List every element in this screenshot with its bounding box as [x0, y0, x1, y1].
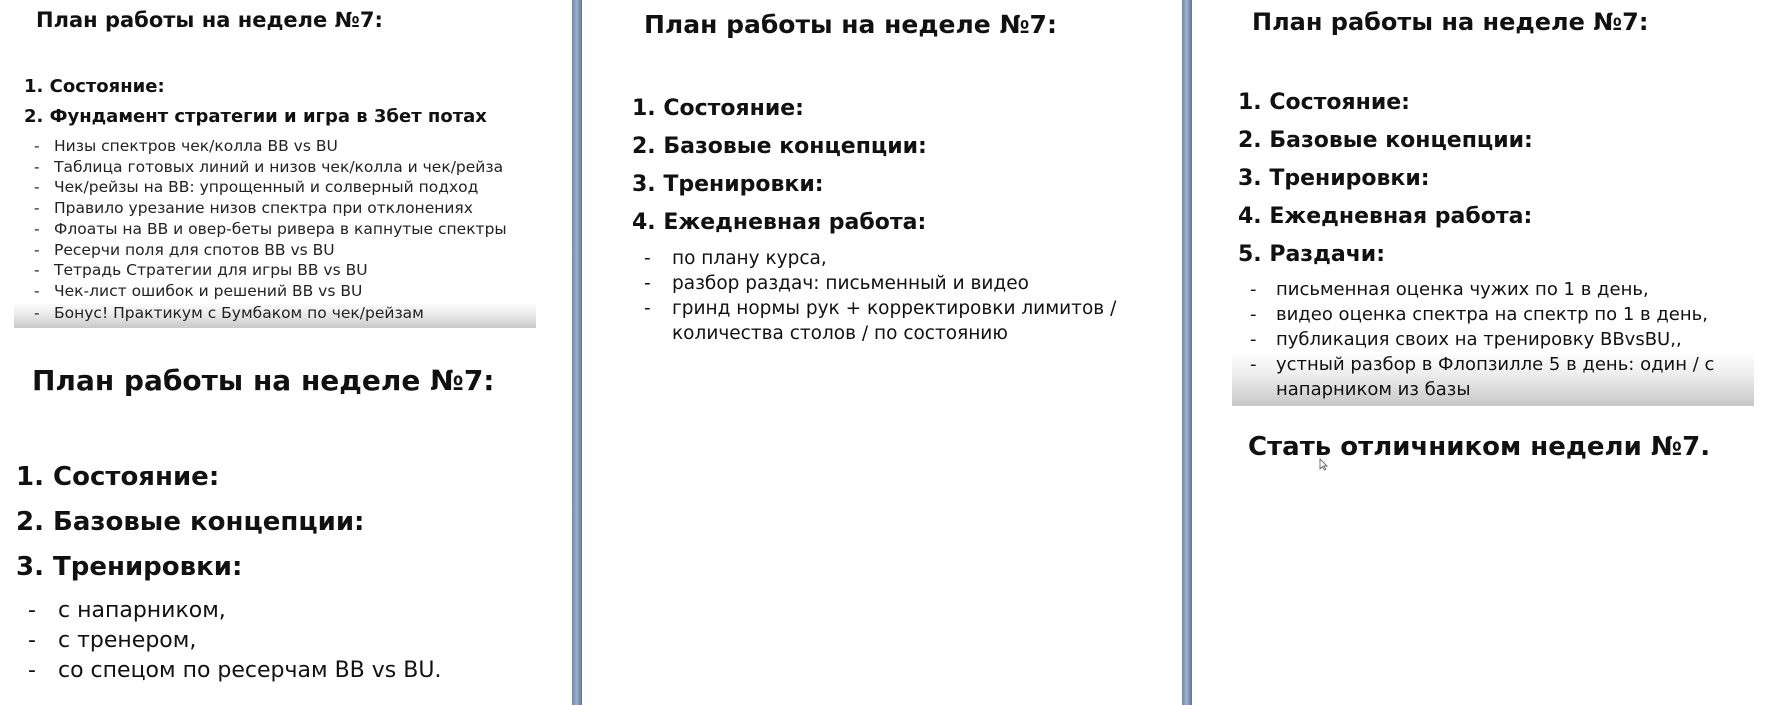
list-item: - Таблица готовых линий и низов чек/колла и чек/рейза — [14, 157, 536, 178]
heading-strategy-foundation: 2. Фундамент стратегии и игра в 3бет потах — [24, 106, 487, 127]
daily-work-list — [632, 246, 1152, 346]
list-item: - со спецом по ресерчам BB vs BU. — [16, 656, 441, 686]
heading-state: 1. Состояние: — [1238, 90, 1410, 115]
list-item: - Чек/рейзы на BB: упрощенный и солверный подход — [14, 177, 536, 198]
panel-divider — [1182, 0, 1192, 705]
heading-trainings: 3. Тренировки: — [632, 172, 824, 197]
list-item: - Правило урезание низов спектра при отклонениях — [14, 198, 536, 219]
heading-daily-work: 4. Ежедневная работа: — [632, 210, 927, 235]
list-item: - гринд нормы рук + корректировки лимитов / количества столов / по состоянию — [632, 296, 1152, 346]
list-item: - Ресерчи поля для спотов BB vs BU — [14, 240, 536, 261]
list-item: - Тетрадь Стратегии для игры BB vs BU — [14, 260, 536, 281]
heading-daily-work: 4. Ежедневная работа: — [1238, 204, 1533, 229]
slide-panel-3 — [1192, 0, 1772, 705]
mouse-cursor-icon — [1319, 458, 1328, 471]
heading-hands: 5. Раздачи: — [1238, 242, 1386, 267]
list-item: - с тренером, — [16, 626, 441, 656]
list-item: - видео оценка спектра на спектр по 1 в день, — [1232, 302, 1754, 327]
slide-title: План работы на неделе №7: — [32, 364, 495, 397]
heading-basic-concepts: 2. Базовые концепции: — [1238, 128, 1533, 153]
list-item: - публикация своих на тренировку BBvsBU,, — [1232, 327, 1754, 352]
goal-statement: Стать отличником недели №7. — [1248, 432, 1711, 462]
list-item: - разбор раздач: письменный и видео — [632, 271, 1152, 296]
heading-trainings: 3. Тренировки: — [16, 552, 243, 582]
list-item: - Низы спектров чек/колла BB vs BU — [14, 136, 536, 157]
topics-list — [14, 136, 536, 328]
hands-list — [1232, 277, 1754, 406]
heading-trainings: 3. Тренировки: — [1238, 166, 1430, 191]
slide-title: План работы на неделе №7: — [644, 10, 1057, 39]
slide-title: План работы на неделе №7: — [1252, 8, 1649, 36]
slide-title: План работы на неделе №7: — [36, 8, 383, 32]
heading-basic-concepts: 2. Базовые концепции: — [16, 507, 365, 537]
slide-panel-1 — [0, 0, 572, 705]
list-item: - Флоаты на BB и овер-беты ривера в капнутые спектры — [14, 219, 536, 240]
panel-divider — [572, 0, 582, 705]
slide-panel-2 — [582, 0, 1180, 705]
heading-state: 1. Состояние: — [632, 96, 804, 121]
list-item-highlighted: - Бонус! Практикум с Бумбаком по чек/рейзам — [14, 302, 536, 328]
heading-basic-concepts: 2. Базовые концепции: — [632, 134, 927, 159]
trainings-list — [16, 596, 441, 686]
heading-state: 1. Состояние: — [24, 76, 165, 97]
list-item: - по плану курса, — [632, 246, 1152, 271]
list-item: - Чек-лист ошибок и решений BB vs BU — [14, 281, 536, 302]
list-item-highlighted: - устный разбор в Флопзилле 5 в день: один / с напарником из базы — [1232, 352, 1754, 406]
list-item: - письменная оценка чужих по 1 в день, — [1232, 277, 1754, 302]
heading-state: 1. Состояние: — [16, 462, 220, 492]
list-item: - с напарником, — [16, 596, 441, 626]
